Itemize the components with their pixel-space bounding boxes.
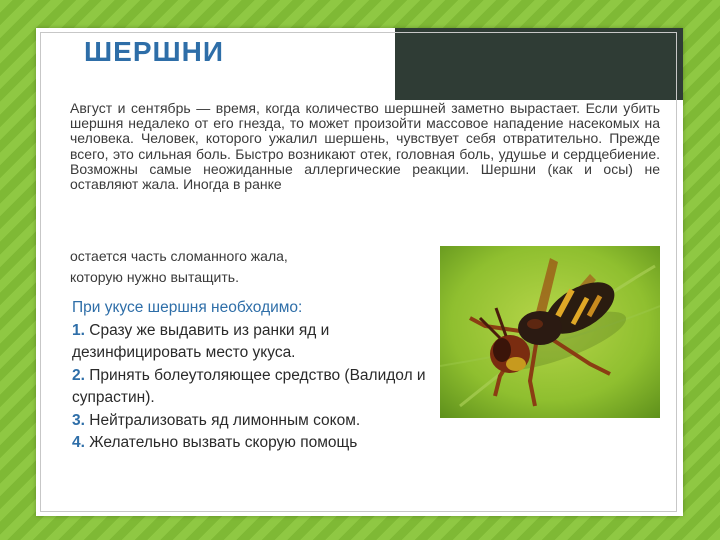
step-number: 1. (72, 321, 85, 339)
first-aid-list (72, 297, 452, 455)
step-text: Желательно вызвать скорую помощь (89, 434, 358, 451)
first-aid-step (72, 410, 452, 433)
step-text: Нейтрализовать яд лимонным соком. (89, 411, 361, 429)
step-text: Принять болеутоляющее средство (Валидол и супрастин). (72, 366, 426, 406)
intro-tail-line-2: которую нужно вытащить. (70, 269, 239, 285)
first-aid-step (72, 432, 452, 455)
intro-tail-line-1: остается часть сломанного жала, (70, 248, 288, 264)
step-number: 2. (72, 366, 85, 384)
step-text: Сразу же выдавить из ранки яд и дезинфицировать место укуса. (72, 321, 330, 361)
hornet-photo (440, 246, 660, 418)
first-aid-step (72, 365, 452, 410)
first-aid-step (72, 320, 452, 365)
step-number: 4. (72, 434, 85, 451)
first-aid-header: При укусе шершня необходимо: (72, 299, 303, 316)
intro-paragraph-tail (70, 246, 440, 288)
step-number: 3. (72, 411, 85, 429)
intro-paragraph: Август и сентябрь — время, когда количество шершней заметно вырастает. Если убить шершня недалеко от его гнезда, то может произойти массовое нападение насекомых на человека. Человек, которого ужалил шершень, чувствует себя отвратительно. Прежде всего, это сильная боль. Быстро возникают отек, головная боль, удушье и сердцебиение. Возможны самые неожиданные аллергические реакции. Шершни (как и осы) не оставляют жала. Иногда в ранке (70, 100, 660, 193)
slide-title: ШЕРШНИ (84, 36, 224, 67)
